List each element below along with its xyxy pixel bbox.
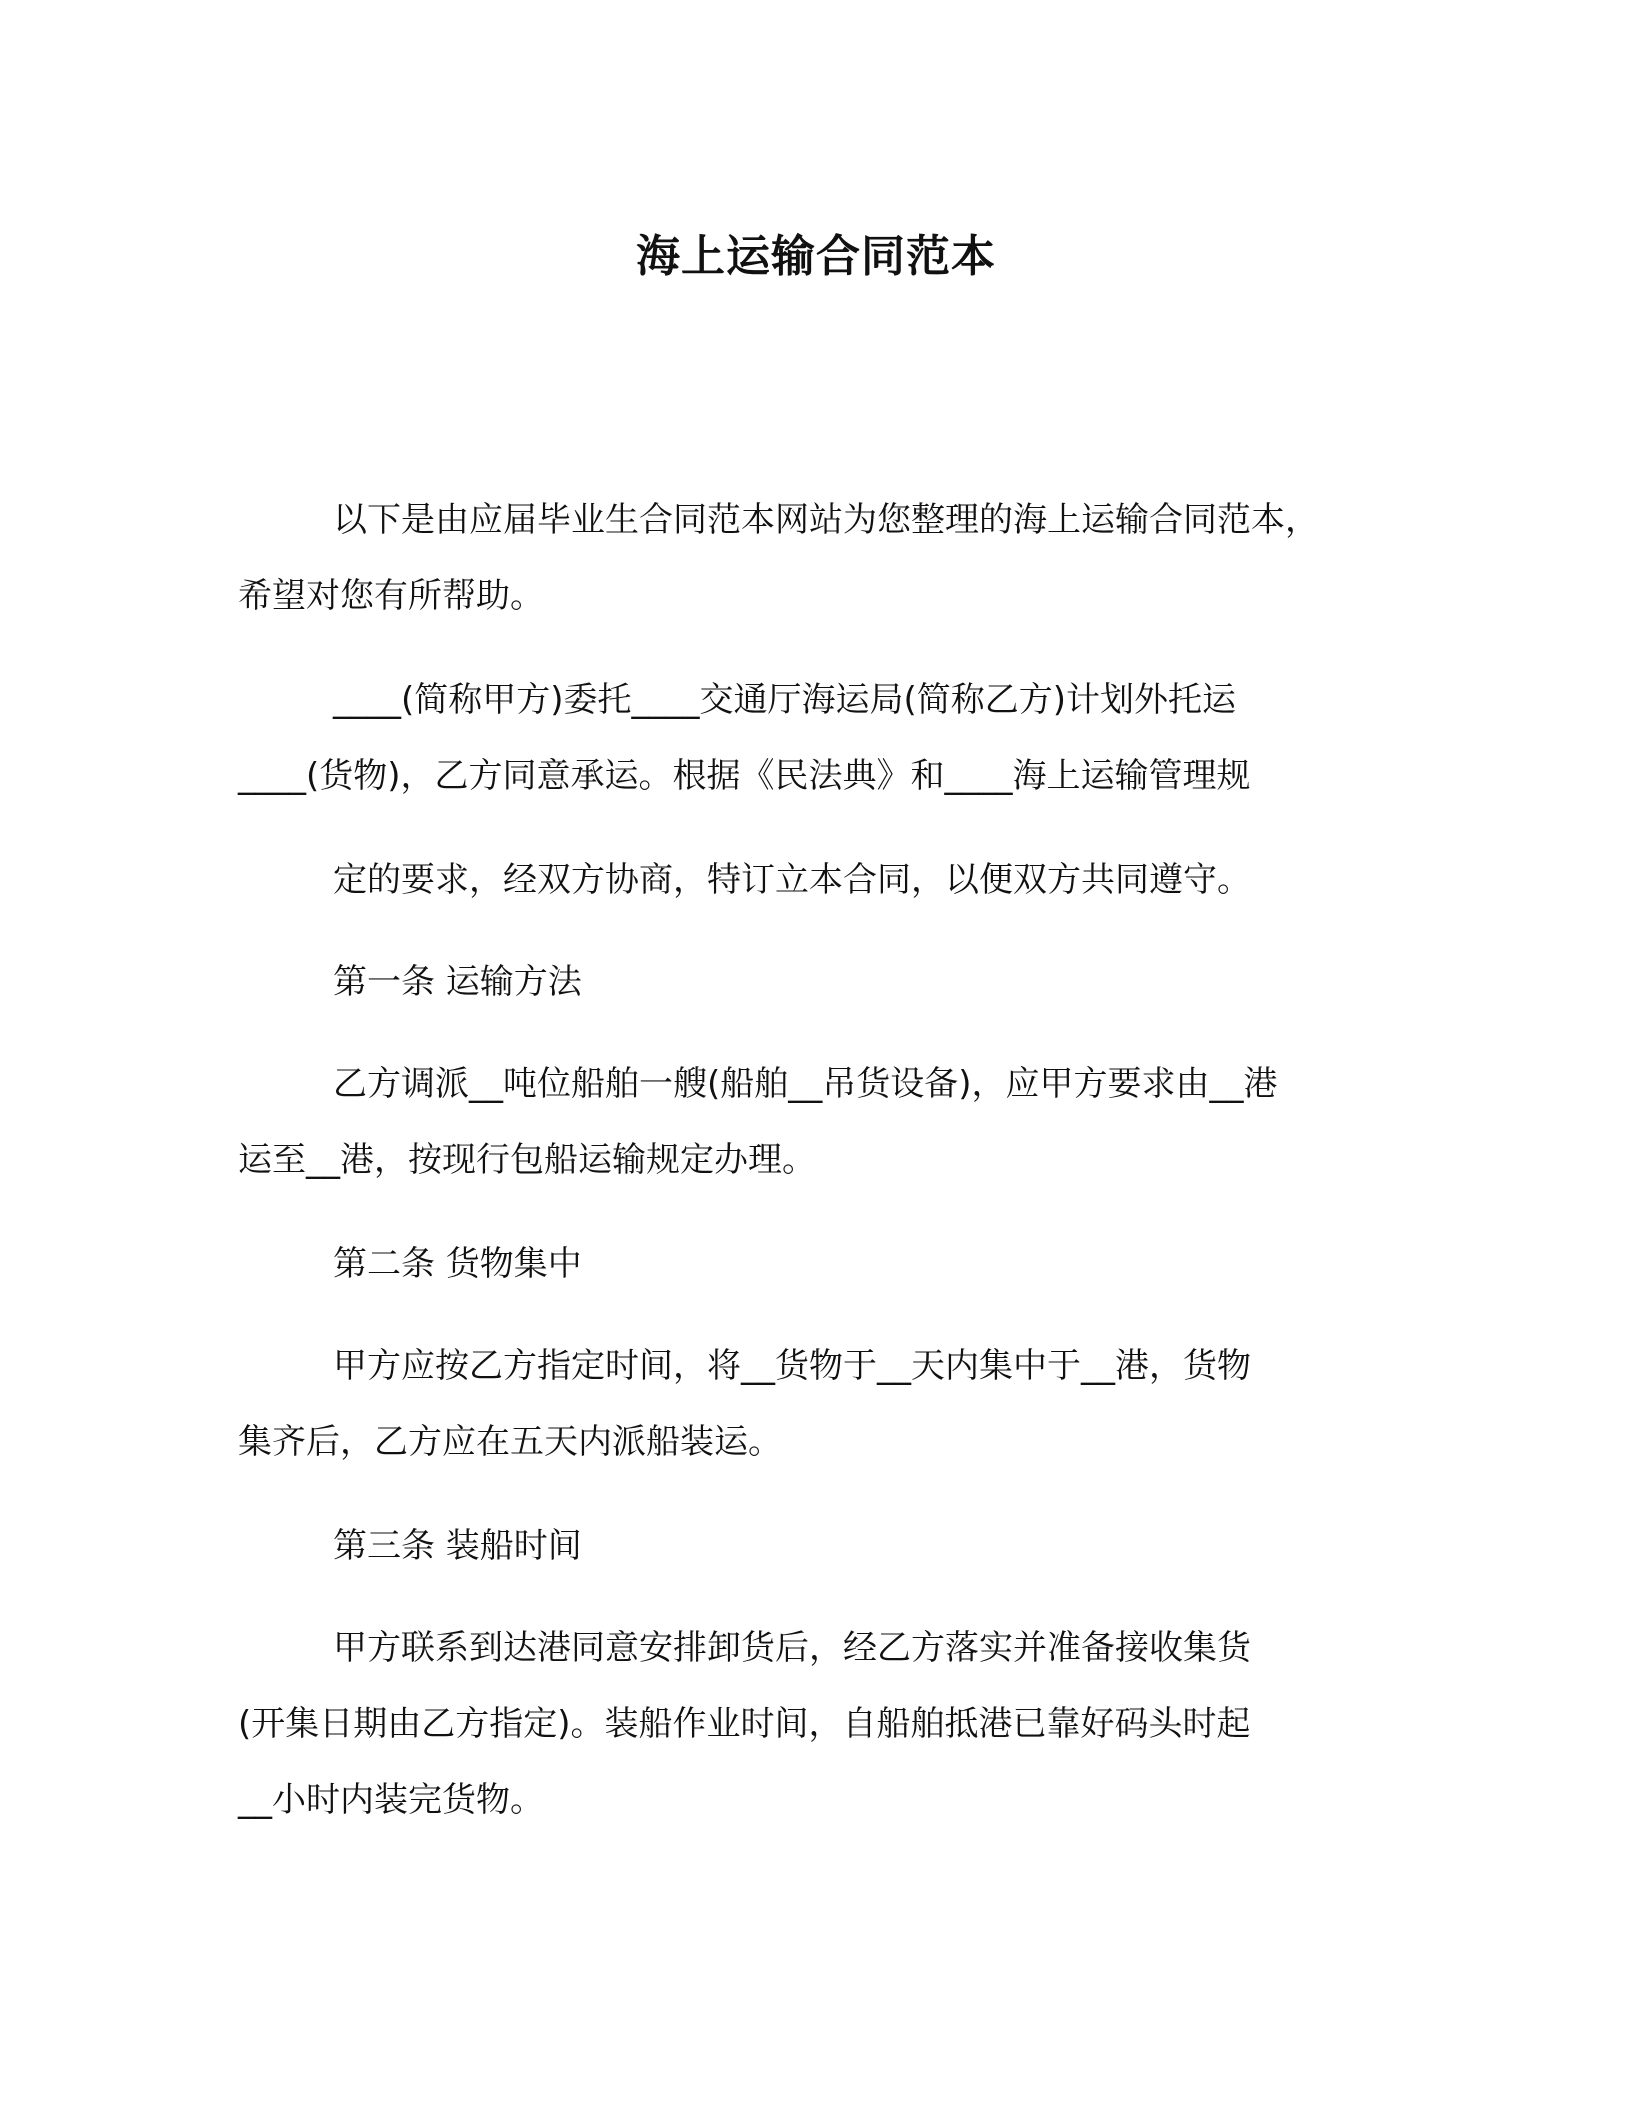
paragraph-preamble-line-1: ____(简称甲方)委托____交通厅海运局(简称乙方)计划外托运	[333, 680, 1237, 720]
paragraph-intro-line-2: 希望对您有所帮助。	[238, 576, 544, 616]
article-1-heading: 第一条 运输方法	[333, 962, 582, 1002]
article-3-heading: 第三条 装船时间	[333, 1526, 582, 1566]
paragraph-intro-line-1: 以下是由应届毕业生合同范本网站为您整理的海上运输合同范本，	[333, 500, 1319, 540]
article-3-line-2: (开集日期由乙方指定)。装船作业时间，自船舶抵港已靠好码头时起	[238, 1704, 1251, 1744]
article-2-heading: 第二条 货物集中	[333, 1244, 582, 1284]
article-2-line-2: 集齐后，乙方应在五天内派船装运。	[238, 1422, 782, 1462]
article-3-line-3: __小时内装完货物。	[238, 1780, 544, 1820]
document-title: 海上运输合同范本	[636, 231, 996, 282]
article-1-line-2: 运至__港，按现行包船运输规定办理。	[238, 1140, 816, 1180]
paragraph-preamble-line-3: 定的要求，经双方协商，特订立本合同，以便双方共同遵守。	[333, 860, 1251, 900]
article-3-line-1: 甲方联系到达港同意安排卸货后，经乙方落实并准备接收集货	[333, 1628, 1251, 1668]
article-2-line-1: 甲方应按乙方指定时间，将__货物于__天内集中于__港，货物	[333, 1346, 1251, 1386]
article-1-line-1: 乙方调派__吨位船舶一艘(船舶__吊货设备)，应甲方要求由__港	[333, 1064, 1278, 1104]
paragraph-preamble-line-2: ____(货物)，乙方同意承运。根据《民法典》和____海上运输管理规	[238, 756, 1251, 796]
